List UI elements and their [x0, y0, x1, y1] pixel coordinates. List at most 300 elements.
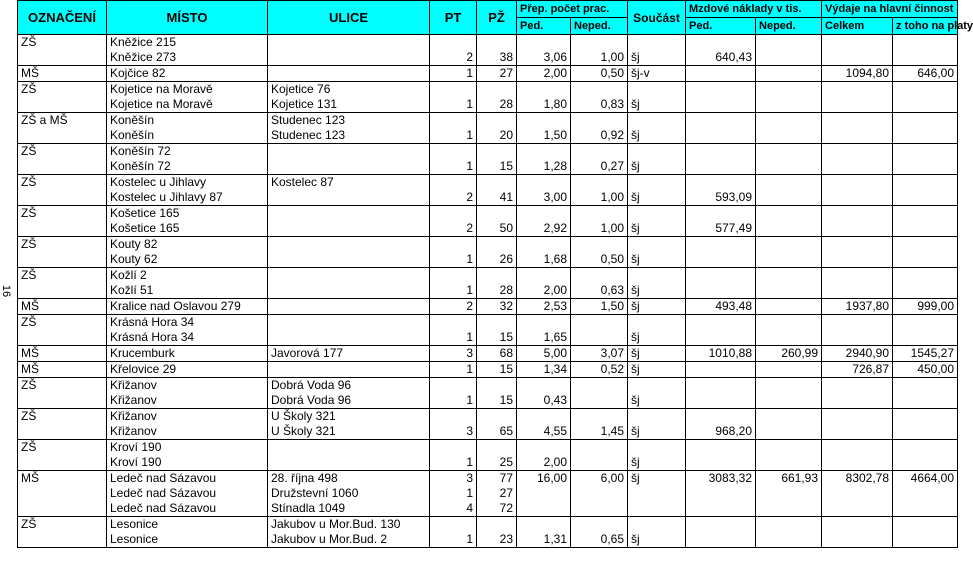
cell-ulice: Stínadla 1049 — [268, 501, 430, 517]
cell-mzdy-neped — [756, 315, 822, 331]
cell-oznaceni — [18, 283, 107, 299]
cell-pt: 3 — [430, 471, 477, 487]
cell-vydaje-celkem — [822, 283, 893, 299]
cell-pt: 1 — [430, 252, 477, 268]
cell-mzdy-ped — [686, 268, 756, 284]
cell-ulice — [268, 35, 430, 51]
cell-vydaje-celkem — [822, 35, 893, 51]
cell-misto: Křižanov — [107, 378, 268, 394]
cell-pz: 27 — [477, 486, 517, 501]
cell-misto: Koněšín 72 — [107, 159, 268, 175]
cell-misto: Kroví 190 — [107, 440, 268, 456]
cell-vydaje-platy — [893, 82, 958, 98]
header-prep-pocet-prac: Přep. počet prac. — [517, 1, 628, 18]
cell-prep-neped: 0,50 — [571, 66, 628, 82]
cell-vydaje-platy — [893, 206, 958, 222]
cell-pz: 20 — [477, 128, 517, 144]
cell-soucast — [628, 440, 686, 456]
cell-pz: 25 — [477, 455, 517, 471]
cell-oznaceni: MŠ — [18, 471, 107, 487]
cell-misto: Kožlí 2 — [107, 268, 268, 284]
cell-pt — [430, 315, 477, 331]
cell-mzdy-neped: 661,93 — [756, 471, 822, 487]
cell-vydaje-celkem — [822, 440, 893, 456]
cell-pz: 27 — [477, 66, 517, 82]
cell-vydaje-platy — [893, 517, 958, 533]
cell-oznaceni — [18, 393, 107, 409]
cell-vydaje-celkem: 2940,90 — [822, 346, 893, 362]
cell-vydaje-celkem — [822, 175, 893, 191]
cell-prep-ped — [517, 82, 571, 98]
cell-prep-neped — [571, 501, 628, 517]
cell-prep-neped — [571, 268, 628, 284]
cell-pt — [430, 268, 477, 284]
cell-mzdy-neped — [756, 82, 822, 98]
table-row — [18, 221, 958, 237]
cell-oznaceni — [18, 330, 107, 346]
table-row — [18, 268, 958, 284]
cell-pz: 38 — [477, 50, 517, 66]
table-row — [18, 66, 958, 82]
cell-prep-ped — [517, 268, 571, 284]
table-row — [18, 97, 958, 113]
cell-pz — [477, 440, 517, 456]
cell-mzdy-neped — [756, 128, 822, 144]
table-row — [18, 144, 958, 160]
cell-prep-ped: 1,28 — [517, 159, 571, 175]
cell-pz: 41 — [477, 190, 517, 206]
cell-prep-neped — [571, 175, 628, 191]
cell-prep-ped: 1,50 — [517, 128, 571, 144]
cell-mzdy-neped — [756, 113, 822, 129]
cell-oznaceni: ZŠ — [18, 268, 107, 284]
cell-prep-neped: 0,50 — [571, 252, 628, 268]
table-row — [18, 283, 958, 299]
cell-prep-ped — [517, 315, 571, 331]
cell-mzdy-neped — [756, 50, 822, 66]
cell-prep-neped: 0,65 — [571, 532, 628, 548]
cell-prep-neped — [571, 113, 628, 129]
cell-pt: 1 — [430, 97, 477, 113]
school-table — [17, 0, 973, 548]
cell-vydaje-platy — [893, 128, 958, 144]
cell-vydaje-platy: 450,00 — [893, 362, 958, 378]
cell-vydaje-celkem — [822, 206, 893, 222]
cell-ulice: Dobrá Voda 96 — [268, 393, 430, 409]
cell-pt: 1 — [430, 128, 477, 144]
cell-vydaje-celkem — [822, 378, 893, 394]
table-row — [18, 455, 958, 471]
table-body — [18, 35, 958, 548]
cell-prep-ped: 1,34 — [517, 362, 571, 378]
header-soucast: Součást — [628, 1, 686, 35]
header-mzdove-naklady: Mzdové náklady v tis. — [686, 1, 822, 18]
cell-prep-ped — [517, 175, 571, 191]
cell-mzdy-neped — [756, 175, 822, 191]
cell-pt: 1 — [430, 362, 477, 378]
table-row — [18, 486, 958, 501]
table-row — [18, 50, 958, 66]
table-row — [18, 159, 958, 175]
cell-oznaceni: ZŠ a MŠ — [18, 113, 107, 129]
cell-pt: 1 — [430, 330, 477, 346]
cell-misto: Koněšín — [107, 113, 268, 129]
cell-mzdy-ped — [686, 532, 756, 548]
cell-ulice — [268, 315, 430, 331]
cell-pz — [477, 315, 517, 331]
cell-oznaceni — [18, 128, 107, 144]
cell-mzdy-neped — [756, 35, 822, 51]
cell-pt: 1 — [430, 283, 477, 299]
cell-pt: 3 — [430, 346, 477, 362]
cell-vydaje-celkem — [822, 190, 893, 206]
cell-pz: 50 — [477, 221, 517, 237]
cell-pz — [477, 378, 517, 394]
cell-pz — [477, 35, 517, 51]
cell-misto: Kostelec u Jihlavy 87 — [107, 190, 268, 206]
table-row — [18, 378, 958, 394]
cell-misto: Krásná Hora 34 — [107, 330, 268, 346]
cell-vydaje-platy: 646,00 — [893, 66, 958, 82]
cell-prep-neped — [571, 486, 628, 501]
cell-mzdy-neped — [756, 378, 822, 394]
table-row — [18, 175, 958, 191]
cell-mzdy-ped — [686, 440, 756, 456]
cell-prep-ped: 2,00 — [517, 283, 571, 299]
cell-ulice: U Školy 321 — [268, 424, 430, 440]
cell-vydaje-celkem — [822, 97, 893, 113]
cell-ulice — [268, 299, 430, 315]
cell-vydaje-platy — [893, 221, 958, 237]
cell-pt — [430, 82, 477, 98]
cell-mzdy-ped: 593,09 — [686, 190, 756, 206]
cell-soucast — [628, 409, 686, 425]
cell-pt — [430, 378, 477, 394]
cell-mzdy-neped — [756, 299, 822, 315]
cell-pt: 1 — [430, 159, 477, 175]
cell-mzdy-ped — [686, 315, 756, 331]
cell-soucast: šj — [628, 346, 686, 362]
cell-mzdy-neped — [756, 221, 822, 237]
cell-vydaje-celkem: 726,87 — [822, 362, 893, 378]
cell-vydaje-celkem — [822, 330, 893, 346]
cell-mzdy-ped — [686, 35, 756, 51]
header-celkem: Celkem — [822, 18, 893, 35]
cell-soucast — [628, 237, 686, 253]
cell-ulice: Kostelec 87 — [268, 175, 430, 191]
cell-mzdy-neped — [756, 532, 822, 548]
cell-prep-neped: 3,07 — [571, 346, 628, 362]
cell-oznaceni: ZŠ — [18, 409, 107, 425]
cell-prep-ped: 1,80 — [517, 97, 571, 113]
cell-prep-ped — [517, 517, 571, 533]
cell-mzdy-ped — [686, 252, 756, 268]
cell-pt — [430, 409, 477, 425]
cell-ulice: Kojetice 131 — [268, 97, 430, 113]
cell-vydaje-platy — [893, 501, 958, 517]
cell-vydaje-platy — [893, 268, 958, 284]
cell-mzdy-ped — [686, 113, 756, 129]
cell-mzdy-neped — [756, 409, 822, 425]
cell-pz: 23 — [477, 532, 517, 548]
cell-pt: 1 — [430, 532, 477, 548]
cell-mzdy-ped: 1010,88 — [686, 346, 756, 362]
cell-prep-ped — [517, 440, 571, 456]
cell-prep-neped: 1,00 — [571, 221, 628, 237]
cell-pz: 15 — [477, 159, 517, 175]
cell-misto: Ledeč nad Sázavou — [107, 486, 268, 501]
cell-ulice — [268, 268, 430, 284]
cell-mzdy-neped: 260,99 — [756, 346, 822, 362]
cell-prep-neped: 1,00 — [571, 50, 628, 66]
cell-prep-neped: 0,83 — [571, 97, 628, 113]
cell-prep-neped: 1,50 — [571, 299, 628, 315]
cell-mzdy-ped — [686, 517, 756, 533]
cell-soucast: šj-v — [628, 66, 686, 82]
table-header — [18, 1, 973, 35]
cell-vydaje-celkem — [822, 252, 893, 268]
cell-pt: 1 — [430, 486, 477, 501]
cell-mzdy-ped: 640,43 — [686, 50, 756, 66]
cell-pz — [477, 517, 517, 533]
cell-misto: Kostelec u Jihlavy — [107, 175, 268, 191]
cell-soucast: šj — [628, 97, 686, 113]
cell-pz — [477, 409, 517, 425]
cell-mzdy-ped — [686, 486, 756, 501]
cell-mzdy-neped — [756, 501, 822, 517]
cell-prep-ped: 2,92 — [517, 221, 571, 237]
cell-oznaceni: ZŠ — [18, 82, 107, 98]
cell-oznaceni — [18, 455, 107, 471]
table-row — [18, 501, 958, 517]
cell-prep-neped: 0,63 — [571, 283, 628, 299]
cell-vydaje-celkem: 1094,80 — [822, 66, 893, 82]
cell-pz: 15 — [477, 330, 517, 346]
cell-ulice — [268, 190, 430, 206]
cell-pt: 2 — [430, 221, 477, 237]
cell-vydaje-celkem — [822, 221, 893, 237]
cell-mzdy-neped — [756, 362, 822, 378]
cell-vydaje-platy — [893, 175, 958, 191]
cell-vydaje-celkem — [822, 455, 893, 471]
cell-pz: 15 — [477, 362, 517, 378]
cell-soucast: šj — [628, 424, 686, 440]
cell-prep-ped — [517, 35, 571, 51]
cell-vydaje-platy — [893, 144, 958, 160]
cell-pt: 2 — [430, 299, 477, 315]
cell-oznaceni: MŠ — [18, 362, 107, 378]
cell-oznaceni: ZŠ — [18, 440, 107, 456]
cell-vydaje-celkem — [822, 424, 893, 440]
cell-ulice: Javorová 177 — [268, 346, 430, 362]
cell-mzdy-neped — [756, 455, 822, 471]
cell-soucast: šj — [628, 393, 686, 409]
cell-vydaje-celkem — [822, 237, 893, 253]
cell-pz: 15 — [477, 393, 517, 409]
table-row — [18, 424, 958, 440]
cell-vydaje-platy — [893, 486, 958, 501]
cell-soucast: šj — [628, 128, 686, 144]
cell-mzdy-neped — [756, 440, 822, 456]
table-row — [18, 409, 958, 425]
cell-ulice: Studenec 123 — [268, 113, 430, 129]
table-row — [18, 315, 958, 331]
cell-mzdy-neped — [756, 206, 822, 222]
cell-vydaje-platy — [893, 532, 958, 548]
cell-misto: Krásná Hora 34 — [107, 315, 268, 331]
cell-prep-neped — [571, 82, 628, 98]
cell-soucast — [628, 35, 686, 51]
cell-soucast: šj — [628, 299, 686, 315]
header-vydaje: Výdaje na hlavní činnost — [822, 1, 958, 18]
cell-oznaceni: ZŠ — [18, 237, 107, 253]
header-neped: Neped. — [571, 18, 628, 35]
cell-prep-ped: 3,06 — [517, 50, 571, 66]
cell-mzdy-neped — [756, 159, 822, 175]
cell-oznaceni — [18, 50, 107, 66]
cell-misto: Lesonice — [107, 517, 268, 533]
cell-ulice — [268, 283, 430, 299]
header-pt: PT — [430, 1, 477, 35]
cell-mzdy-ped: 3083,32 — [686, 471, 756, 487]
cell-prep-neped: 1,45 — [571, 424, 628, 440]
cell-misto: Ledeč nad Sázavou — [107, 501, 268, 517]
cell-ulice — [268, 221, 430, 237]
cell-pt — [430, 113, 477, 129]
cell-prep-ped — [517, 237, 571, 253]
cell-oznaceni — [18, 501, 107, 517]
cell-misto: Koněšín 72 — [107, 144, 268, 160]
cell-pt — [430, 440, 477, 456]
cell-misto: Koněšín — [107, 128, 268, 144]
cell-misto: Lesonice — [107, 532, 268, 548]
cell-prep-ped: 2,00 — [517, 66, 571, 82]
cell-vydaje-celkem — [822, 50, 893, 66]
table-row — [18, 35, 958, 51]
cell-prep-neped — [571, 35, 628, 51]
cell-ulice — [268, 206, 430, 222]
cell-vydaje-platy — [893, 237, 958, 253]
header-misto: MÍSTO — [107, 1, 268, 35]
cell-vydaje-celkem — [822, 128, 893, 144]
cell-ulice — [268, 144, 430, 160]
cell-pz: 28 — [477, 283, 517, 299]
cell-vydaje-platy — [893, 35, 958, 51]
cell-misto: Kojetice na Moravě — [107, 82, 268, 98]
cell-ulice: Jakubov u Mor.Bud. 2 — [268, 532, 430, 548]
cell-prep-ped: 4,55 — [517, 424, 571, 440]
cell-prep-neped — [571, 206, 628, 222]
cell-mzdy-neped — [756, 97, 822, 113]
cell-soucast — [628, 501, 686, 517]
cell-misto: Kojčice 82 — [107, 66, 268, 82]
cell-oznaceni: ZŠ — [18, 378, 107, 394]
cell-misto: Krucemburk — [107, 346, 268, 362]
cell-pz: 65 — [477, 424, 517, 440]
cell-misto: Kouty 82 — [107, 237, 268, 253]
cell-soucast: šj — [628, 221, 686, 237]
cell-misto: Křelovice 29 — [107, 362, 268, 378]
cell-oznaceni — [18, 486, 107, 501]
cell-soucast — [628, 268, 686, 284]
cell-oznaceni: MŠ — [18, 346, 107, 362]
cell-vydaje-celkem — [822, 486, 893, 501]
cell-soucast — [628, 113, 686, 129]
cell-misto: Košetice 165 — [107, 206, 268, 222]
cell-pt — [430, 35, 477, 51]
cell-mzdy-ped — [686, 82, 756, 98]
header-ulice: ULICE — [268, 1, 430, 35]
cell-misto: Kralice nad Oslavou 279 — [107, 299, 268, 315]
cell-pt: 2 — [430, 190, 477, 206]
cell-prep-ped: 2,00 — [517, 455, 571, 471]
cell-prep-ped: 0,43 — [517, 393, 571, 409]
cell-vydaje-platy — [893, 330, 958, 346]
cell-pz: 28 — [477, 97, 517, 113]
cell-prep-ped — [517, 206, 571, 222]
cell-mzdy-neped — [756, 283, 822, 299]
cell-pt — [430, 206, 477, 222]
cell-vydaje-celkem — [822, 113, 893, 129]
cell-soucast: šj — [628, 50, 686, 66]
cell-misto: Ledeč nad Sázavou — [107, 471, 268, 487]
cell-mzdy-ped — [686, 362, 756, 378]
cell-prep-ped: 5,00 — [517, 346, 571, 362]
cell-pt — [430, 144, 477, 160]
table-row — [18, 113, 958, 129]
cell-ulice — [268, 455, 430, 471]
cell-vydaje-celkem — [822, 517, 893, 533]
cell-vydaje-platy — [893, 159, 958, 175]
cell-pz — [477, 113, 517, 129]
table-row — [18, 362, 958, 378]
cell-pz: 32 — [477, 299, 517, 315]
cell-mzdy-neped — [756, 190, 822, 206]
cell-pz: 26 — [477, 252, 517, 268]
cell-pt: 1 — [430, 455, 477, 471]
cell-vydaje-platy — [893, 393, 958, 409]
header-oznaceni: OZNAČENÍ — [18, 1, 107, 35]
cell-prep-ped — [517, 501, 571, 517]
cell-vydaje-platy — [893, 440, 958, 456]
cell-ulice — [268, 237, 430, 253]
header-mz-ped: Ped. — [686, 18, 756, 35]
cell-ulice — [268, 252, 430, 268]
cell-mzdy-neped — [756, 268, 822, 284]
cell-misto: Kněžice 215 — [107, 35, 268, 51]
cell-ulice: Družstevní 1060 — [268, 486, 430, 501]
cell-oznaceni — [18, 424, 107, 440]
cell-mzdy-ped — [686, 144, 756, 160]
cell-pt — [430, 237, 477, 253]
cell-oznaceni — [18, 190, 107, 206]
cell-vydaje-celkem: 8302,78 — [822, 471, 893, 487]
cell-oznaceni: MŠ — [18, 299, 107, 315]
cell-mzdy-ped — [686, 66, 756, 82]
table-row — [18, 237, 958, 253]
cell-vydaje-platy — [893, 113, 958, 129]
cell-pz — [477, 206, 517, 222]
cell-misto: Kouty 62 — [107, 252, 268, 268]
cell-soucast: šj — [628, 532, 686, 548]
cell-mzdy-ped — [686, 97, 756, 113]
cell-soucast — [628, 378, 686, 394]
cell-oznaceni — [18, 159, 107, 175]
cell-prep-ped: 1,68 — [517, 252, 571, 268]
cell-soucast — [628, 517, 686, 533]
cell-vydaje-platy — [893, 409, 958, 425]
cell-vydaje-celkem — [822, 82, 893, 98]
